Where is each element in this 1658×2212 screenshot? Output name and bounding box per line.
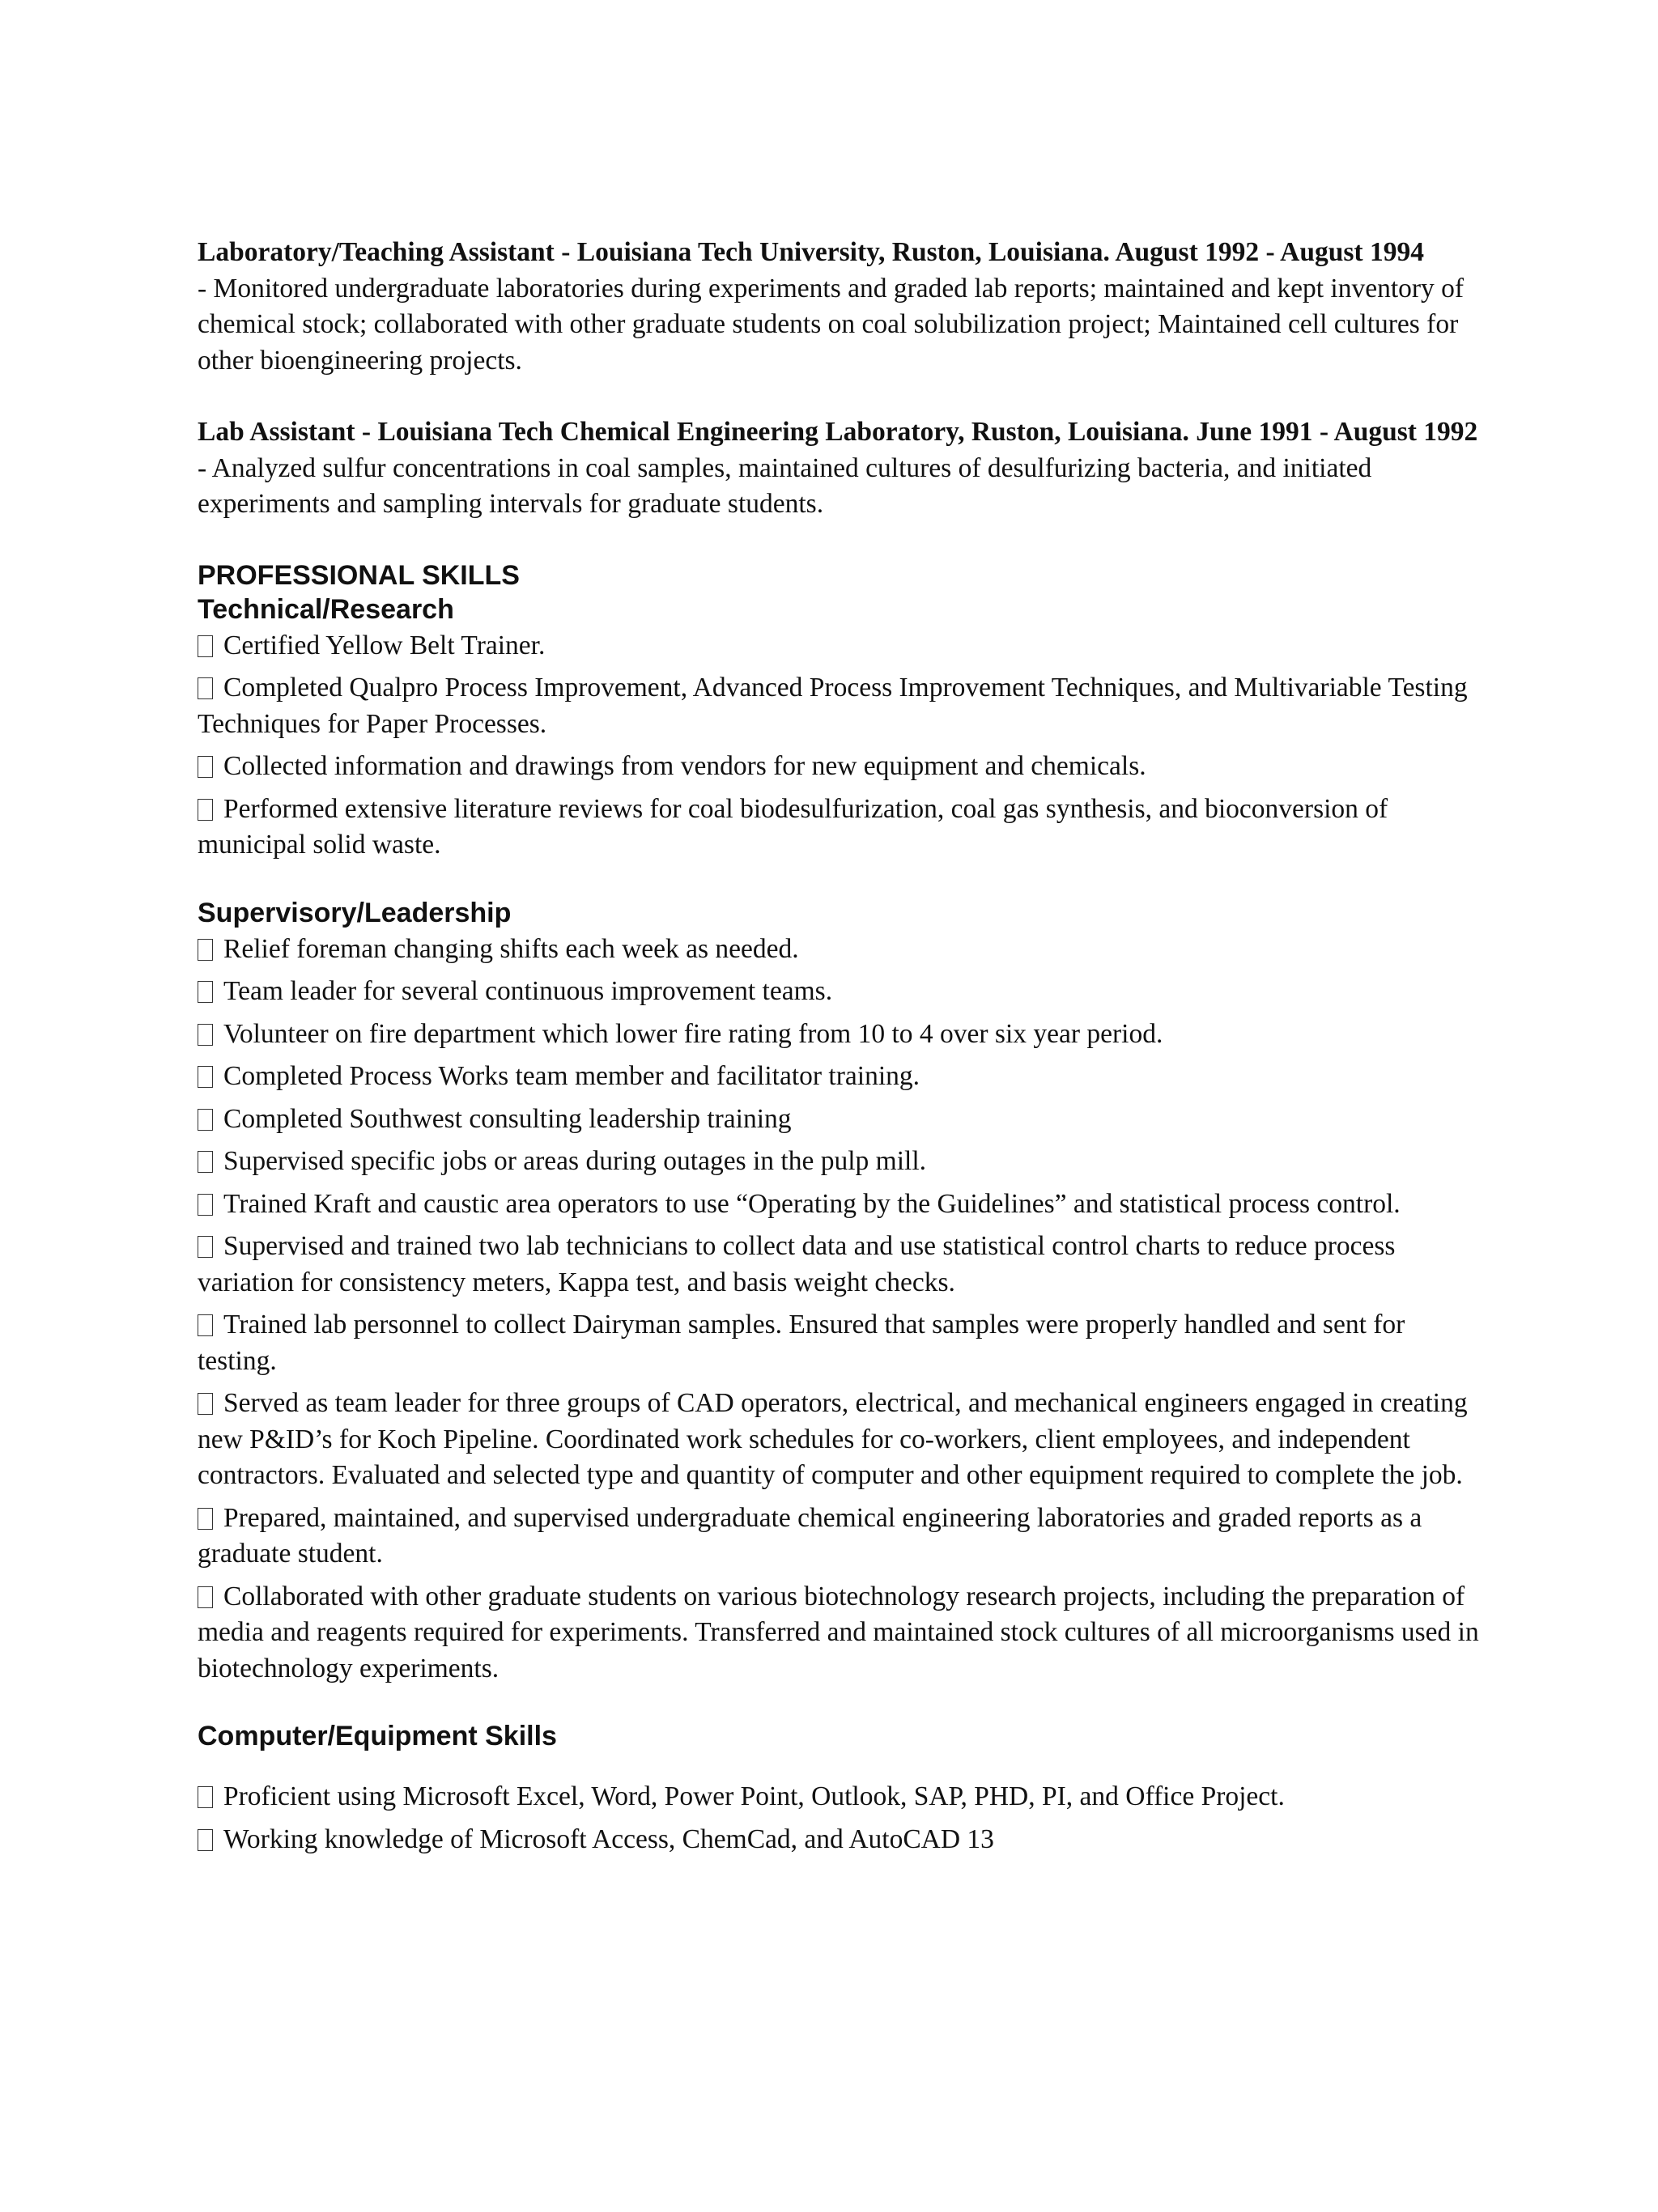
- skill-list-item: [198, 1579, 1481, 1688]
- skill-text: Working knowledge of Microsoft Access, ChemCad, and AutoCAD 13: [223, 1824, 994, 1854]
- skill-list-item: [198, 1822, 1481, 1858]
- skill-list-item: [198, 1229, 1481, 1301]
- supervisory-leadership-list: [198, 932, 1481, 1688]
- bullet-box-icon: [198, 1109, 213, 1131]
- skill-list-item: [198, 1501, 1481, 1573]
- skill-list-item: [198, 1307, 1481, 1379]
- resume-content: [198, 235, 1481, 1864]
- skill-list-item: [198, 932, 1481, 968]
- skill-list-item: [198, 1059, 1481, 1095]
- bullet-box-icon: [198, 1024, 213, 1046]
- professional-skills-heading: PROFESSIONAL SKILLS: [198, 559, 520, 591]
- skill-list-item: [198, 749, 1481, 785]
- skill-list-item: [198, 1386, 1481, 1494]
- bullet-box-icon: [198, 1151, 213, 1173]
- skill-list-item: [198, 628, 1481, 664]
- job-entry: [198, 235, 1481, 379]
- skill-list-item: [198, 974, 1481, 1010]
- bullet-box-icon: [198, 1786, 213, 1808]
- skill-text: Completed Qualpro Process Improvement, Advanced Process Improvement Techniques, and Multivariable Testing Techniques for Paper Processes.: [198, 673, 1468, 739]
- skill-text: Proficient using Microsoft Excel, Word, Power Point, Outlook, SAP, PHD, PI, and Office Project.: [223, 1781, 1285, 1811]
- bullet-box-icon: [198, 799, 213, 821]
- skill-text: Supervised and trained two lab technicians to collect data and use statistical control charts to reduce process variation for consistency meters, Kappa test, and basis weight checks.: [198, 1231, 1396, 1297]
- skill-list-item: [198, 1779, 1481, 1815]
- bullet-box-icon: [198, 635, 213, 657]
- skill-text: Volunteer on fire department which lower fire rating from 10 to 4 over six year period.: [223, 1018, 1163, 1049]
- skill-list-item: [198, 670, 1481, 742]
- skill-list-item: [198, 1187, 1481, 1223]
- supervisory-leadership-heading: Supervisory/Leadership: [198, 897, 512, 928]
- skill-text: Certified Yellow Belt Trainer.: [223, 630, 546, 660]
- job-description: - Analyzed sulfur concentrations in coal samples, maintained cultures of desulfurizing bacteria, and initiated experiments and sampling intervals for graduate students.: [198, 452, 1372, 519]
- bullet-box-icon: [198, 1314, 213, 1336]
- bullet-box-icon: [198, 1508, 213, 1530]
- technical-research-list: [198, 628, 1481, 864]
- skill-list-item: [198, 1017, 1481, 1053]
- bullet-box-icon: [198, 1393, 213, 1415]
- skill-text: Supervised specific jobs or areas during outages in the pulp mill.: [223, 1146, 927, 1176]
- bullet-box-icon: [198, 1829, 213, 1851]
- skill-text: Trained Kraft and caustic area operators to use “Operating by the Guidelines” and statistical process control.: [223, 1188, 1401, 1219]
- job-description: - Monitored undergraduate laboratories during experiments and graded lab reports; maintained and kept inventory of chemical stock; collaborated with other graduate students on coal solubilization project; Maintained cell cultures for other bioengineering projects.: [198, 273, 1465, 376]
- technical-research-heading: Technical/Research: [198, 593, 454, 625]
- bullet-box-icon: [198, 1194, 213, 1216]
- bullet-box-icon: [198, 1236, 213, 1258]
- skill-text: Completed Southwest consulting leadership training: [223, 1103, 792, 1134]
- bullet-box-icon: [198, 1066, 213, 1088]
- skill-text: Collaborated with other graduate students on various biotechnology research projects, including the preparation of media and reagents required for experiments. Transferred and maintained stock cultures of all microorganisms used in biotechnology experiments.: [198, 1581, 1479, 1683]
- bullet-box-icon: [198, 939, 213, 961]
- skill-list-item: [198, 1144, 1481, 1180]
- skill-text: Team leader for several continuous improvement teams.: [223, 976, 833, 1006]
- job-title: Laboratory/Teaching Assistant - Louisiana Tech University, Ruston, Louisiana. August 1992 - August 1994: [198, 237, 1424, 267]
- skill-text: Completed Process Works team member and facilitator training.: [223, 1061, 920, 1091]
- bullet-box-icon: [198, 756, 213, 778]
- skill-list-item: [198, 792, 1481, 864]
- skill-text: Performed extensive literature reviews for coal biodesulfurization, coal gas synthesis, and bioconversion of municipal solid waste.: [198, 793, 1388, 860]
- skill-text: Relief foreman changing shifts each week as needed.: [223, 933, 799, 964]
- computer-equipment-heading: Computer/Equipment Skills: [198, 1721, 557, 1751]
- job-entry: [198, 414, 1481, 523]
- skill-text: Trained lab personnel to collect Dairyman samples. Ensured that samples were properly handled and sent for testing.: [198, 1310, 1405, 1376]
- skill-list-item: [198, 1102, 1481, 1138]
- bullet-box-icon: [198, 1586, 213, 1608]
- skill-text: Collected information and drawings from vendors for new equipment and chemicals.: [223, 751, 1146, 781]
- bullet-box-icon: [198, 981, 213, 1003]
- skill-text: Prepared, maintained, and supervised undergraduate chemical engineering laboratories and graded reports as a graduate student.: [198, 1502, 1422, 1569]
- skill-text: Served as team leader for three groups of CAD operators, electrical, and mechanical engineers engaged in creating new P&ID’s for Koch Pipeline. Coordinated work schedules for co-workers, client employees, and independent contractors. Evaluated and selected type and quantity of computer and other equipment required to complete the job.: [198, 1388, 1468, 1490]
- computer-equipment-list: [198, 1779, 1481, 1857]
- job-title: Lab Assistant - Louisiana Tech Chemical Engineering Laboratory, Ruston, Louisiana. June 1991 - August 1992: [198, 417, 1478, 447]
- bullet-box-icon: [198, 677, 213, 699]
